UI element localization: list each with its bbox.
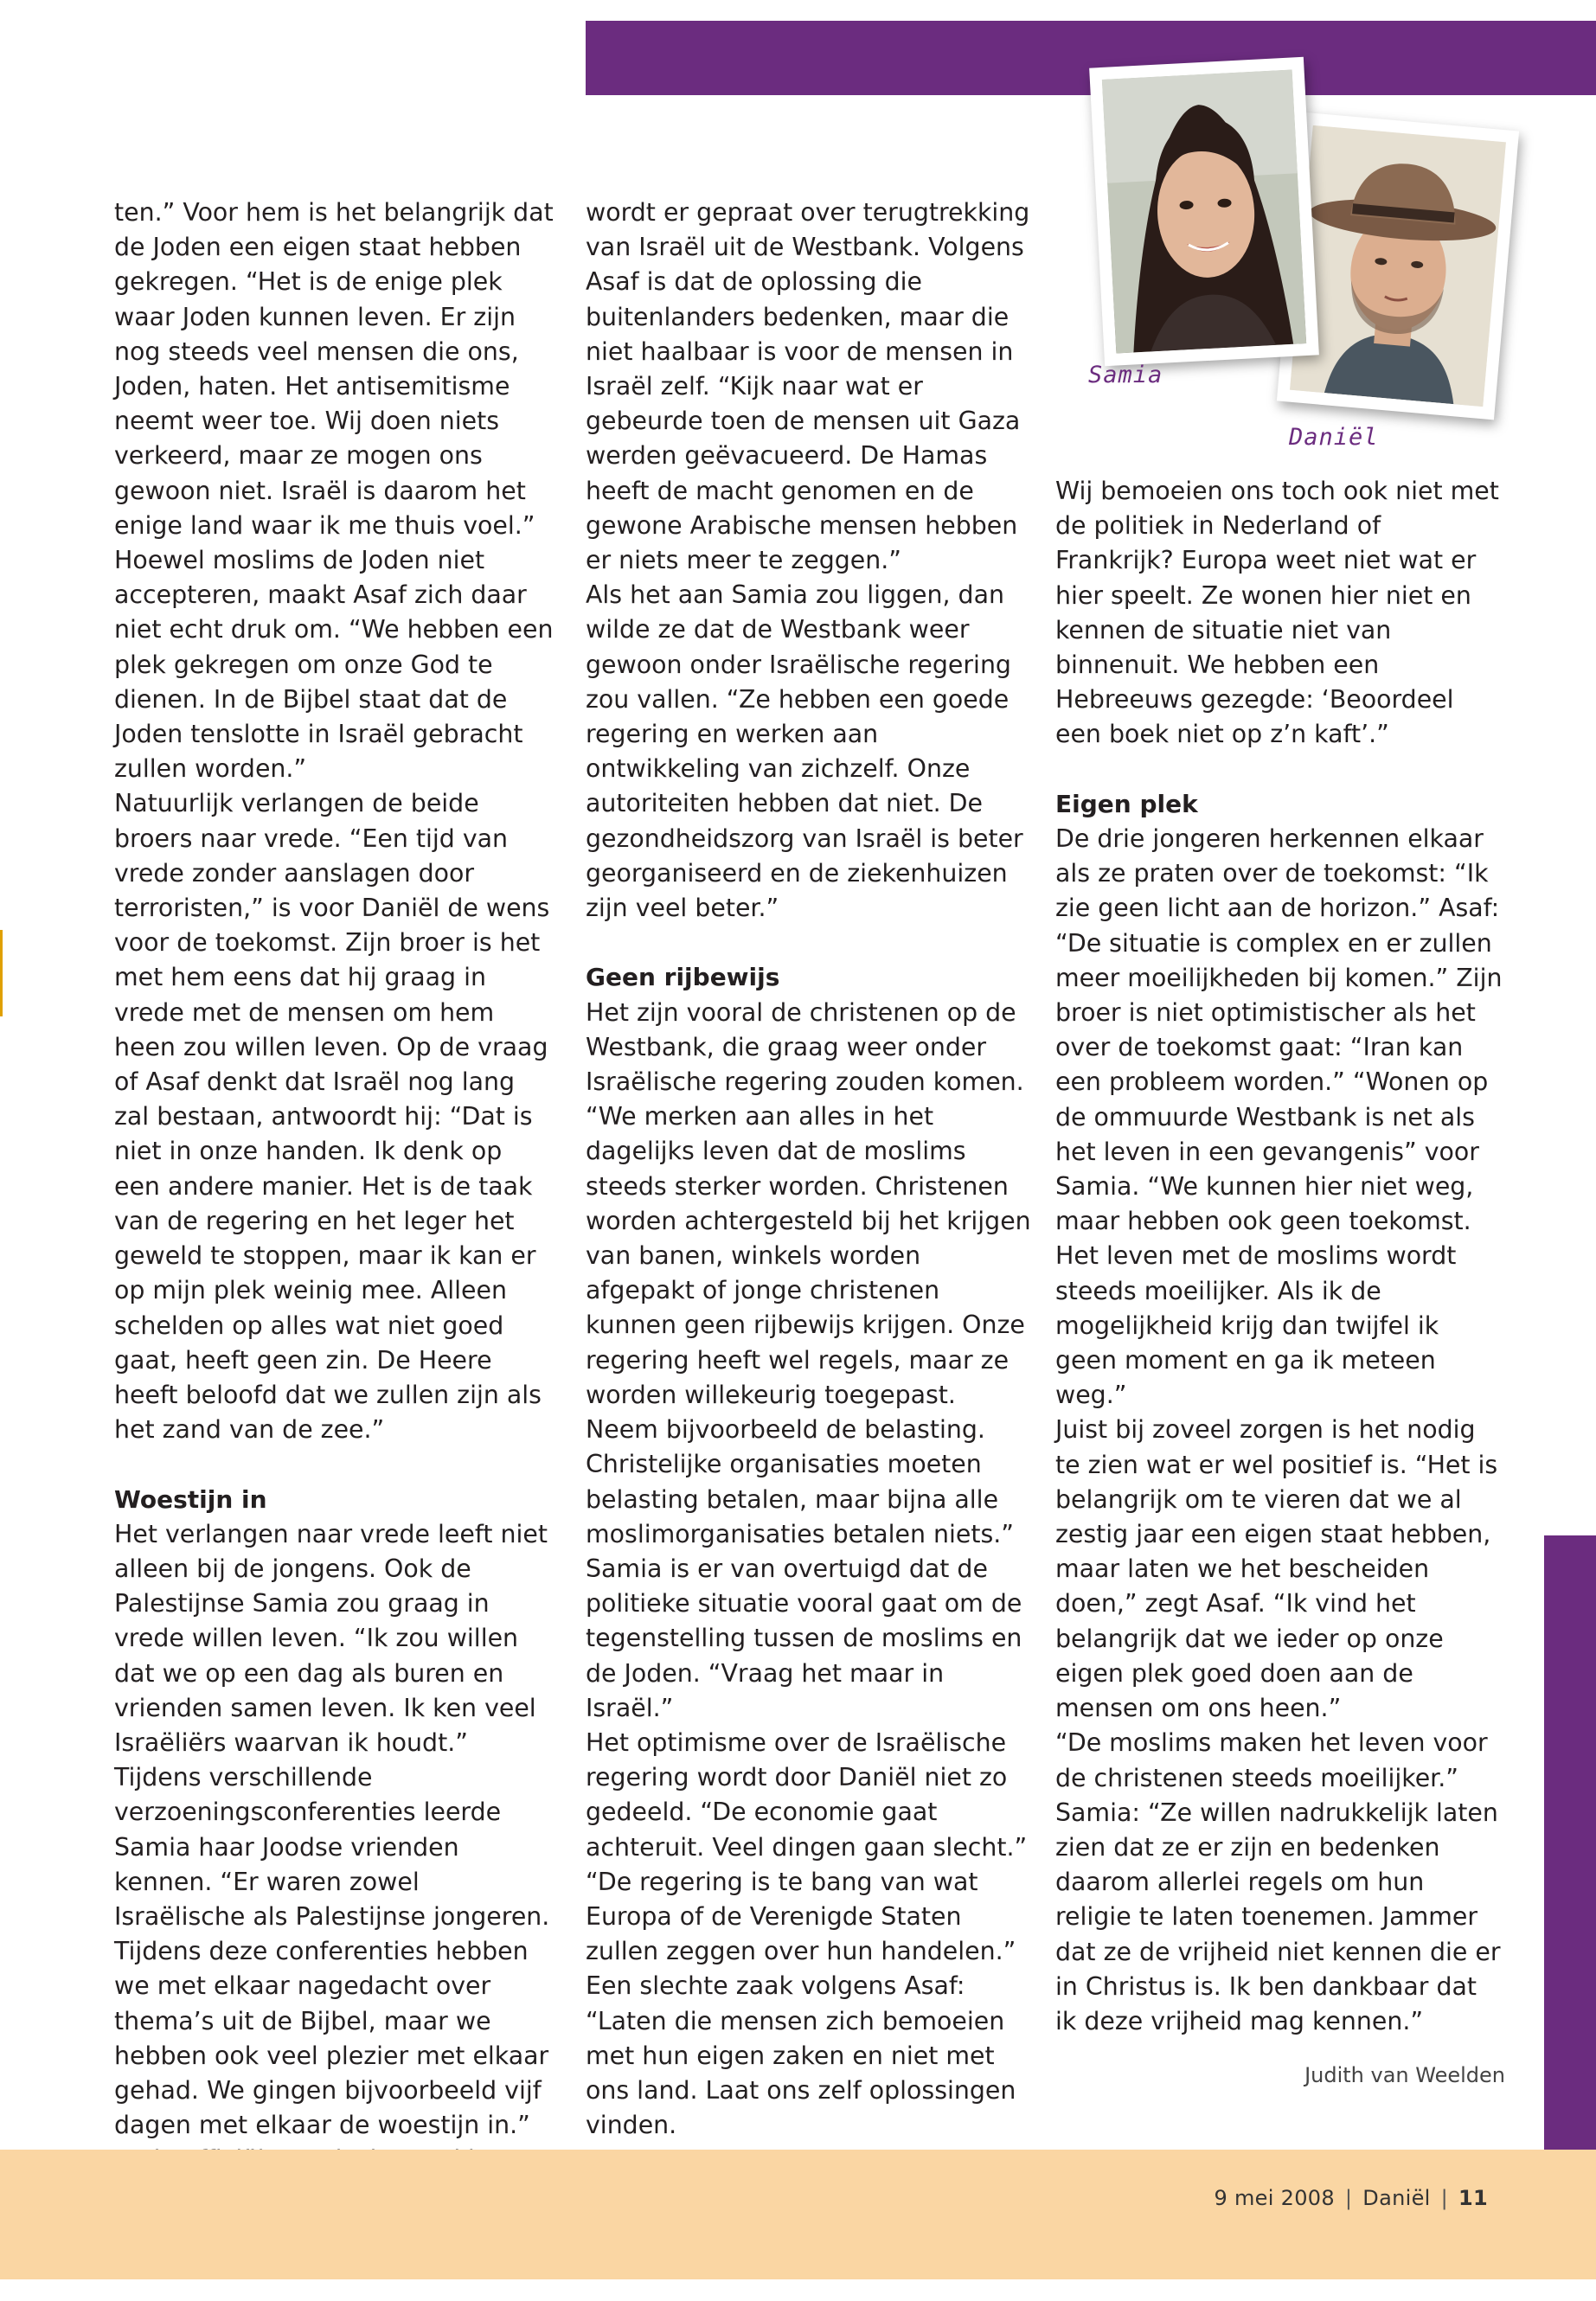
page-footer xyxy=(1214,2186,1488,2210)
article-column-1 xyxy=(114,195,555,2178)
paragraph: ten.” Voor hem is het belangrijk dat de Joden een eigen staat hebben gekregen. “Het is de enige plek waar Joden kunnen leven. Er zijn nog steeds veel mensen die ons, Joden, haten. Het antisemitisme neemt weer toe. Wij doen niets verkeerd, maar ze mogen ons gewoon niet. Israël is daarom het enige land waar ik me thuis voel.” xyxy=(114,198,554,540)
article-column-3 xyxy=(1055,474,1505,2093)
subheading-geen-rijbewijs: Geen rijbewijs xyxy=(586,963,780,992)
paragraph: Natuurlijk verlangen de beide broers naar vrede. “Een tijd van vrede zonder aanslagen door terroristen,” is voor Daniël de wens voor de toekomst. Zijn broer is het met hem eens dat hij graag in vrede met de mensen om hem heen zou willen leven. Op de vraag of Asaf denkt dat Israël nog lang zal bestaan, antwoordt hij: “Dat is niet in onze handen. Ik denk op een andere manier. Het is de taak van de regering en het leger het geweld te stoppen, maar ik kan er op mijn plek weinig mee. Alleen schelden op alles wat niet goed gaat, heeft geen zin. De Heere heeft beloofd dat we zullen zijn als het zand van de zee.” xyxy=(114,789,550,1445)
paragraph: Het optimisme over de Israëlische regering wordt door Daniël niet zo gedeeld. “De economie gaat achteruit. Veel dingen gaan slecht.” “De regering is te bang van wat Europa of de Verenigde Staten zullen zeggen over hun handelen.” Een slechte zaak volgens Asaf: “Laten die mensen zich bemoeien met hun eigen zaken en niet met ons land. Laat ons zelf oplossingen vinden. xyxy=(586,1727,1028,2140)
paragraph: “De moslims maken het leven voor de christenen steeds moeilijker.” Samia: “Ze willen nadrukkelijk laten zien dat ze er zijn en bedenken daarom allerlei regels om hun religie te laten toenemen. Jammer dat ze de vrijheid niet kennen die er in Christus is. Ik ben dankbaar dat ik deze vrijheid mag kennen.” xyxy=(1055,1728,1501,2035)
daniel-portrait-image xyxy=(1290,125,1506,407)
photo-samia xyxy=(1089,57,1319,367)
footer-separator: | xyxy=(1344,2186,1353,2210)
article-column-2 xyxy=(586,195,1031,2143)
caption-samia: Samia xyxy=(1088,362,1163,388)
paragraph: Hoewel moslims de Joden niet accepteren, maakt Asaf zich daar niet echt druk om. “We hebben een plek gekregen om onze God te dienen. In de Bijbel staat dat de Joden tenslotte in Israël gebracht zullen worden.” xyxy=(114,546,554,784)
paragraph: Het zijn vooral de christenen op de Westbank, die graag weer onder Israëlische regering zouden komen. “We merken aan alles in het dagelijks leven dat de moslims steeds sterker worden. Christenen worden achtergesteld bij het krijgen van banen, winkels worden afgepakt of jonge christenen kunnen geen rijbewijs krijgen. Onze regering heeft wel regels, maar ze worden willekeurig toegepast. Neem bijvoorbeeld de belasting. Christelijke organisaties moeten belasting betalen, maar bijna alle moslimorganisaties betalen niets.” xyxy=(586,997,1031,1548)
samia-portrait-image xyxy=(1102,69,1306,353)
paragraph: De drie jongeren herkennen elkaar als ze praten over de toekomst: “Ik zie geen licht aan de horizon.” Asaf: “De situatie is complex en er zullen meer moeilijkheden bij komen.” Zijn broer is niet optimistischer als het over de toekomst gaat: “Iran kan een probleem worden.” “Wonen op de ommuurde Westbank is net als het leven in een gevangenis” voor Samia. “We kunnen hier niet weg, maar hebben ook geen toekomst. Het leven met de moslims wordt steeds moeilijker. Als ik de mogelijkheid krijg dan twijfel ik geen moment en ga ik meteen weg.” xyxy=(1055,824,1503,1410)
subheading-eigen-plek: Eigen plek xyxy=(1055,789,1198,818)
magazine-name: Daniël xyxy=(1362,2186,1431,2210)
author-byline: Judith van Weelden xyxy=(1304,2063,1505,2088)
paragraph: Wij bemoeien ons toch ook niet met de politiek in Nederland of Frankrijk? Europa weet niet wat er hier speelt. Ze wonen hier niet en kennen de situatie niet van binnenuit. We hebben een Hebreeuws gezegde: ‘Beoordeel een boek niet op z’n kaft’.” xyxy=(1055,477,1499,749)
paragraph: Samia is er van overtuigd dat de politieke situatie vooral gaat om de tegenstelling tussen de moslims en de Joden. “Vraag het maar in Israël.” xyxy=(586,1554,1022,1722)
page-number: 11 xyxy=(1458,2186,1488,2210)
subheading-woestijn-in: Woestijn in xyxy=(114,1484,267,1514)
paragraph: Juist bij zoveel zorgen is het nodig te zien wat er wel positief is. “Het is belangrijk om te vieren dat we al zestig jaar een eigen staat hebben, maar laten we het bescheiden doen,” zegt Asaf. “Ik vind het belangrijk dat we ieder op onze eigen plek goed doen aan de mensen om ons heen.” xyxy=(1055,1415,1498,1723)
caption-daniel: Daniël xyxy=(1289,424,1379,451)
paragraph: Als het aan Samia zou liggen, dan wilde ze dat de Westbank weer gewoon onder Israëlische regering zou vallen. “Ze hebben een goede regering en werken aan ontwikkeling van zichzelf. Onze autoriteiten hebben dat niet. De gezondheidszorg van Israël is beter georganiseerd en de ziekenhuizen zijn veel beter.” xyxy=(586,580,1023,923)
paragraph: wordt er gepraat over terugtrekking van Israël uit de Westbank. Volgens Asaf is dat de oplossing die buitenlanders bedenken, maar die niet haalbaar is voor de mensen in Israël zelf. “Kijk naar wat er gebeurde toen de mensen uit Gaza werden geëvacueerd. De Hamas heeft de macht genomen en de gewone Arabische mensen hebben er niets meer te zeggen.” xyxy=(586,198,1030,575)
right-purple-band xyxy=(1544,1535,1596,2150)
left-margin-marker xyxy=(0,930,3,1016)
issue-date: 9 mei 2008 xyxy=(1214,2186,1335,2210)
paragraph: Het verlangen naar vrede leeft niet alleen bij de jongens. Ook de Palestijnse Samia zou graag in vrede willen leven. “Ik zou willen dat we op een dag als buren en vrienden samen leven. Ik ken veel Israëliërs waarvan ik houdt.” Tijdens verschillende verzoeningsconferenties leerde Samia haar Joodse vrienden kennen. “Er waren zowel Israëlische als Palestijnse jongeren. Tijdens deze conferenties hebben we met elkaar nagedacht over thema’s uit de Bijbel, maar we hebben ook veel plezier met elkaar gehad. We gingen bijvoorbeeld vijf dagen met elkaar de woestijn in.” xyxy=(114,1519,550,2140)
footer-separator: | xyxy=(1440,2186,1448,2210)
footer-band xyxy=(0,2150,1596,2279)
